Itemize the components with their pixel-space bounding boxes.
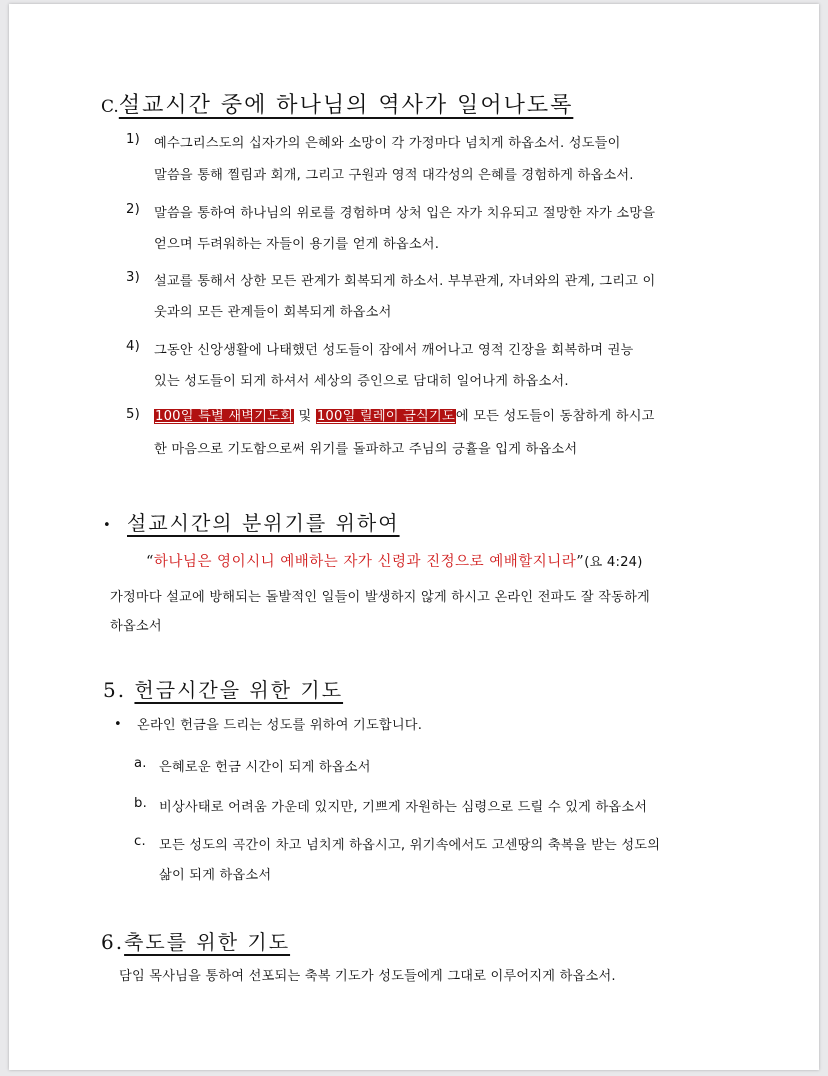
offering-item-b-text: 비상사태로 어려움 가운데 있지만, 기쁘게 자원하는 심령으로 드릴 수 있게 하옵소서 (159, 800, 648, 815)
item-5-conjunction: 및 (294, 409, 316, 424)
item-4-number: 4) (126, 339, 140, 354)
offering-item-c-line2: 삶이 되게 하옵소서 (159, 868, 272, 883)
item-5-rest: 에 모든 성도들이 동참하게 하시고 (455, 409, 655, 424)
offering-item-c-line1: 모든 성도의 곡간이 차고 넘치게 하옵시고, 위기속에서도 고센땅의 축복을 받는 성도의 (159, 838, 661, 853)
item-3-line2: 웃과의 모든 관계들이 회복되게 하옵소서 (154, 305, 392, 320)
quote-close-mark: ” (576, 554, 585, 570)
offering-intro: 온라인 헌금을 드리는 성도를 위하여 기도합니다. (137, 718, 423, 733)
atmosphere-title-text: 설교시간의 분위기를 위하여 (127, 511, 400, 535)
section-5-title: 헌금시간을 위한 기도 (134, 678, 344, 702)
relay-fasting-highlight: 100일 릴레이 금식기도 (316, 409, 455, 424)
section-5-number: 5. (103, 678, 127, 702)
bullet-icon: • (114, 717, 122, 732)
special-dawn-prayer-highlight: 100일 특별 새벽기도회 (155, 409, 294, 424)
offering-item-a-label: a. (134, 756, 147, 771)
quote-text: 하나님은 영이시니 예배하는 자가 신령과 진정으로 예배할지니라 (153, 554, 577, 570)
atmosphere-title (127, 507, 400, 536)
item-2-line1: 말씀을 통하여 하나님의 위로를 경험하며 상처 입은 자가 치유되고 절망한 자가 소망을 (154, 206, 656, 221)
quote-reference: (요 4:24) (584, 555, 643, 570)
item-5-line2: 한 마음으로 기도함으로써 위기를 돌파하고 주님의 긍휼을 입게 하옵소서 (154, 442, 578, 457)
item-3-line1: 설교를 통해서 상한 모든 관계가 회복되게 하소서. 부부관계, 자녀와의 관계, 그리고 이 (154, 274, 656, 289)
offering-item-a-text: 은혜로운 헌금 시간이 되게 하옵소서 (159, 760, 371, 775)
item-4-line1: 그동안 신앙생활에 나태했던 성도들이 잠에서 깨어나고 영적 긴장을 회복하며 권능 (154, 343, 634, 358)
bullet-icon: • (103, 518, 111, 533)
section-5-heading (103, 674, 343, 703)
item-5-number: 5) (126, 407, 140, 422)
benediction-text: 담임 목사님을 통하여 선포되는 축복 기도가 성도들에게 그대로 이루어지게 하옵소서. (119, 969, 616, 984)
item-1-line2: 말씀을 통해 찔림과 회개, 그리고 구원과 영적 대각성의 은혜를 경험하게 하옵소서. (154, 168, 634, 183)
section-c-title: 설교시간 중에 하나님의 역사가 일어나도록 (118, 93, 574, 118)
item-4-line2: 있는 성도들이 되게 하셔서 세상의 증인으로 담대히 일어나게 하옵소서. (154, 374, 569, 389)
item-1-number: 1) (126, 132, 140, 147)
item-5-line1 (154, 405, 655, 424)
section-6-title: 축도를 위한 기도 (124, 930, 291, 954)
item-1-line1: 예수그리스도의 십자가의 은혜와 소망이 각 가정마다 넘치게 하옵소서. 성도들이 (154, 136, 621, 151)
scripture-quote (146, 550, 643, 571)
quote-open-mark: “ (146, 554, 154, 570)
section-6-heading (101, 926, 290, 955)
offering-item-c-label: c. (134, 834, 146, 849)
section-6-number: 6. (101, 930, 125, 954)
section-c-letter: C. (101, 97, 119, 117)
atmosphere-line2: 하옵소서 (110, 619, 162, 634)
item-3-number: 3) (126, 270, 140, 285)
section-c-heading (101, 88, 573, 119)
item-2-number: 2) (126, 202, 140, 217)
offering-item-b-label: b. (134, 796, 147, 811)
document-page (9, 4, 819, 1070)
atmosphere-line1: 가정마다 설교에 방해되는 돌발적인 일들이 발생하지 않게 하시고 온라인 전파도 잘 작동하게 (110, 590, 650, 605)
item-2-line2: 얻으며 두려워하는 자들이 용기를 얻게 하옵소서. (154, 237, 440, 252)
